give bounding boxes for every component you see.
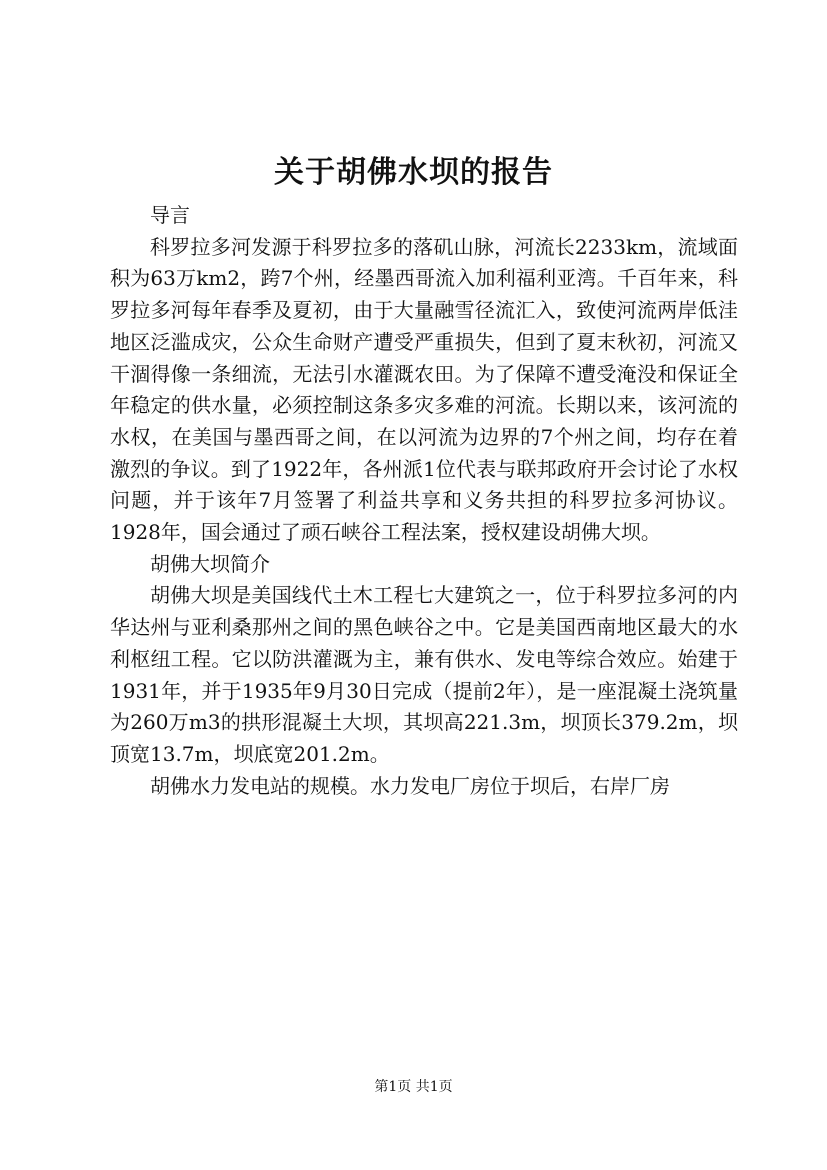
paragraph-dam-overview: 胡佛大坝是美国线代土木工程七大建筑之一，位于科罗拉多河的内华达州与亚利桑那州之间的黑色峡谷之中。它是美国西南地区最大的水利枢纽工程。它以防洪灌溉为主，兼有供水、发电等综合效应。始建于1931年，并于1935年9月30日完成（提前2年），是一座混凝土浇筑量为260万m3的拱形混凝土大坝，其坝高221.3m，坝顶长379.2m，坝顶宽13.7m，坝底宽201.2m。 <box>110 583 738 766</box>
document-title: 关于胡佛水坝的报告 <box>274 155 553 190</box>
section-heading-dam-overview: 胡佛大坝简介 <box>150 551 270 576</box>
section-heading-intro: 导言 <box>150 203 190 227</box>
paragraph-intro: 科罗拉多河发源于科罗拉多的落矶山脉，河流长2233km，流域面积为63万km2，跨7个州，经墨西哥流入加利福利亚湾。千百年来，科罗拉多河每年春季及夏初，由于大量融雪径流汇入，致使河流两岸低洼地区泛滥成灾，公众生命财产遭受严重损失，但到了夏末秋初，河流又干涸得像一条细流，无法引水灌溉农田。为了保障不遭受淹没和保证全年稳定的供水量，必须控制这条多灾多难的河流。长期以来，该河流的水权，在美国与墨西哥之间，在以河流为边界的7个州之间，均存在着激烈的争议。到了1922年，各州派1位代表与联邦政府开会讨论了水权问题，并于该年7月签署了利益共享和义务共担的科罗拉多河协议。1928年，国会通过了顽石峡谷工程法案，授权建设胡佛大坝。 <box>110 234 738 545</box>
page-footer: 第1页 共1页 <box>374 1079 453 1095</box>
document-body <box>110 200 738 802</box>
paragraph-power-station: 胡佛水力发电站的规模。水力发电厂房位于坝后，右岸厂房 <box>150 773 670 798</box>
